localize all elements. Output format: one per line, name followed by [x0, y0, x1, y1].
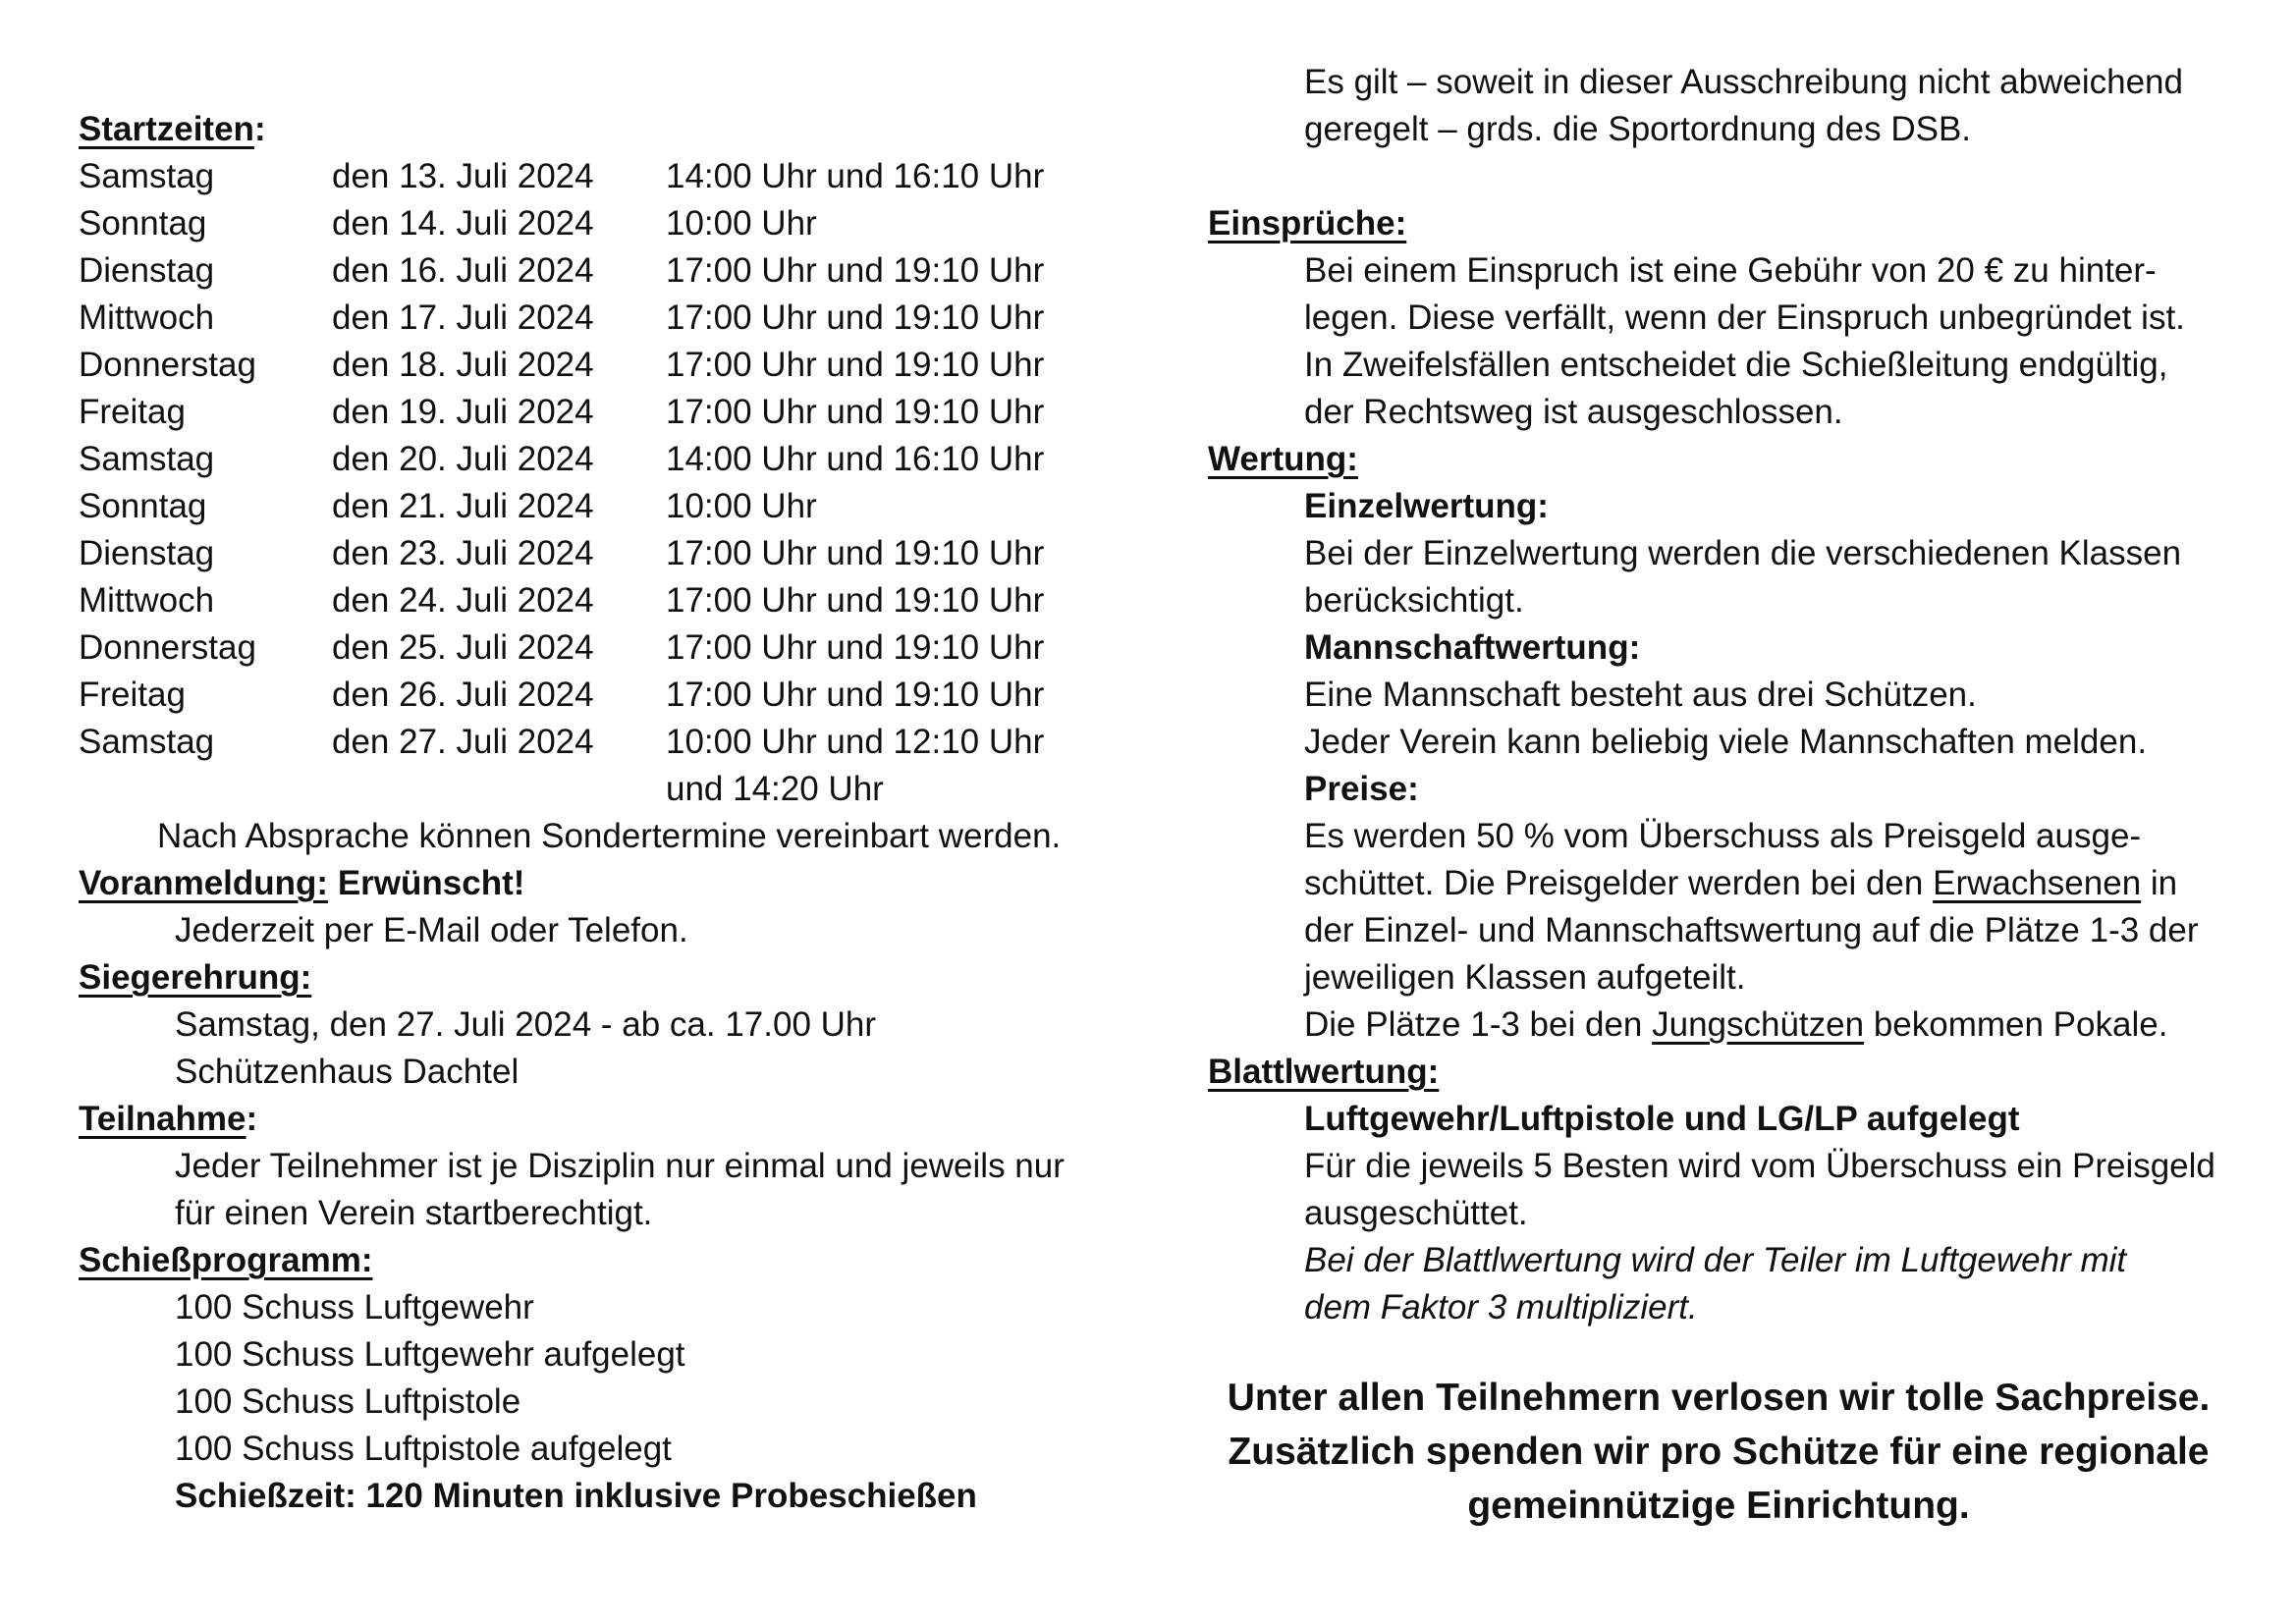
siegerehrung-heading: Siegerehrung: [79, 958, 312, 997]
einzelwertung-text: Bei der Einzelwertung werden die verschiedenen Klassen [1304, 534, 2182, 572]
wertung-heading: Wertung: [1208, 440, 1358, 478]
schedule-day: Freitag [79, 393, 186, 431]
schedule-time: 17:00 Uhr und 19:10 Uhr [666, 628, 1045, 667]
schedule-time: 17:00 Uhr und 19:10 Uhr [666, 393, 1045, 431]
program-item: 100 Schuss Luftgewehr [175, 1288, 534, 1326]
schedule-day: Dienstag [79, 251, 215, 290]
schedule-time: 17:00 Uhr und 19:10 Uhr [666, 676, 1045, 714]
schedule-time: 17:00 Uhr und 19:10 Uhr [666, 346, 1045, 384]
schedule-date: den 27. Juli 2024 [332, 723, 594, 761]
schedule-date: den 26. Juli 2024 [332, 676, 594, 714]
program-item: 100 Schuss Luftpistole [175, 1382, 521, 1421]
voranmeldung-heading: Voranmeldung: [79, 864, 329, 902]
einsprueche-text: Bei einem Einspruch ist eine Gebühr von 20 € zu hinter- [1304, 251, 2157, 290]
einsprueche-heading: Einsprüche: [1208, 204, 1407, 243]
blattlwertung-text: Für die jeweils 5 Besten wird vom Überschuss ein Preisgeld [1304, 1147, 2215, 1185]
schedule-date: den 20. Juli 2024 [332, 440, 594, 478]
mannschaftwertung-text: Eine Mannschaft besteht aus drei Schützen. [1304, 676, 1977, 714]
closing-statement [1129, 1371, 2296, 1533]
schedule-day: Dienstag [79, 534, 215, 572]
schedule-day: Samstag [79, 723, 215, 761]
schedule-date: den 16. Juli 2024 [332, 251, 594, 290]
schedule-time: und 14:20 Uhr [666, 770, 884, 808]
schedule-note: Nach Absprache können Sondertermine vereinbart werden. [157, 817, 1062, 855]
schedule-time: 14:00 Uhr und 16:10 Uhr [666, 440, 1045, 478]
preise-text: jeweiligen Klassen aufgeteilt. [1304, 958, 1746, 997]
startzeiten-heading: Startzeiten [79, 110, 254, 148]
preise-heading: Preise: [1304, 770, 1419, 808]
schedule-day: Mittwoch [79, 298, 215, 337]
voranmeldung-value: Erwünscht! [337, 864, 525, 902]
erwachsenen-underlined: Erwachsenen [1933, 864, 2142, 902]
preise-text: Die Plätze 1-3 bei den Jungschützen bekommen Pokale. [1304, 1005, 2168, 1044]
schedule-time: 10:00 Uhr [666, 204, 817, 243]
jungschuetzen-underlined: Jungschützen [1652, 1005, 1865, 1044]
schedule-day: Sonntag [79, 204, 207, 243]
closing-line: Zusätzlich spenden wir pro Schütze für eine regionale [1228, 1431, 2210, 1473]
schedule-date: den 18. Juli 2024 [332, 346, 594, 384]
preise-text: schüttet. Die Preisgelder werden bei den Erwachsenen in [1304, 864, 2178, 902]
schedule-day: Sonntag [79, 487, 207, 525]
einsprueche-text: der Rechtsweg ist ausgeschlossen. [1304, 393, 1843, 431]
teilnahme-text-2: für einen Verein startberechtigt. [175, 1194, 653, 1232]
schedule-date: den 17. Juli 2024 [332, 298, 594, 337]
schedule-day: Samstag [79, 157, 215, 195]
schedule-date: den 19. Juli 2024 [332, 393, 594, 431]
schedule-time: 10:00 Uhr und 12:10 Uhr [666, 723, 1045, 761]
schedule-day: Donnerstag [79, 346, 256, 384]
schedule-date: den 23. Juli 2024 [332, 534, 594, 572]
schedule-time: 17:00 Uhr und 19:10 Uhr [666, 298, 1045, 337]
schedule-time: 10:00 Uhr [666, 487, 817, 525]
voranmeldung-line [79, 860, 524, 907]
voranmeldung-text: Jederzeit per E-Mail oder Telefon. [175, 911, 688, 949]
closing-line: gemeinnützige Einrichtung. [1467, 1485, 1970, 1527]
section-heading-startzeiten: Startzeiten: [79, 110, 266, 148]
schedule-day: Samstag [79, 440, 215, 478]
schedule-date: den 13. Juli 2024 [332, 157, 594, 195]
einsprueche-text: legen. Diese verfällt, wenn der Einspruch unbegründet ist. [1304, 298, 2185, 337]
intro-line-1: Es gilt – soweit in dieser Ausschreibung nicht abweichend [1304, 63, 2183, 101]
siegerehrung-location: Schützenhaus Dachtel [175, 1053, 519, 1091]
blattlwertung-text: ausgeschüttet. [1304, 1194, 1528, 1232]
teilnahme-line: Teilnahme: [79, 1100, 258, 1138]
einsprueche-text: In Zweifelsfällen entscheidet die Schießleitung endgültig, [1304, 346, 2168, 384]
schedule-day: Mittwoch [79, 581, 215, 620]
schedule-day: Freitag [79, 676, 186, 714]
blattlwertung-heading: Blattlwertung: [1208, 1053, 1440, 1091]
schiesszeit: Schießzeit: 120 Minuten inklusive Probeschießen [175, 1477, 977, 1515]
intro-line-2: geregelt – grds. die Sportordnung des DSB. [1304, 110, 1972, 148]
schedule-date: den 24. Juli 2024 [332, 581, 594, 620]
teilnahme-heading: Teilnahme [79, 1100, 246, 1138]
teilnahme-text-1: Jeder Teilnehmer ist je Disziplin nur einmal und jeweils nur [175, 1147, 1065, 1185]
schedule-time: 17:00 Uhr und 19:10 Uhr [666, 251, 1045, 290]
schedule-date: den 14. Juli 2024 [332, 204, 594, 243]
blattlwertung-italic: Bei der Blattlwertung wird der Teiler im Luftgewehr mit [1304, 1241, 2127, 1279]
preise-text: der Einzel- und Mannschaftswertung auf die Plätze 1-3 der [1304, 911, 2199, 949]
mannschaftwertung-heading: Mannschaftwertung: [1304, 628, 1641, 667]
blattlwertung-italic: dem Faktor 3 multipliziert. [1304, 1288, 1698, 1326]
schedule-day: Donnerstag [79, 628, 256, 667]
program-item: 100 Schuss Luftgewehr aufgelegt [175, 1335, 685, 1374]
schedule-date: den 25. Juli 2024 [332, 628, 594, 667]
einzelwertung-heading: Einzelwertung: [1304, 487, 1549, 525]
schedule-time: 14:00 Uhr und 16:10 Uhr [666, 157, 1045, 195]
mannschaftwertung-text: Jeder Verein kann beliebig viele Mannschaften melden. [1304, 723, 2148, 761]
schedule-time: 17:00 Uhr und 19:10 Uhr [666, 581, 1045, 620]
program-item: 100 Schuss Luftpistole aufgelegt [175, 1430, 672, 1468]
schiessprogramm-heading: Schießprogramm: [79, 1241, 373, 1279]
einzelwertung-text: berücksichtigt. [1304, 581, 1524, 620]
blattlwertung-subheading: Luftgewehr/Luftpistole und LG/LP aufgelegt [1304, 1100, 2020, 1138]
preise-text: Es werden 50 % vom Überschuss als Preisgeld ausge- [1304, 817, 2142, 855]
siegerehrung-date: Samstag, den 27. Juli 2024 - ab ca. 17.00 Uhr [175, 1005, 877, 1044]
closing-line: Unter allen Teilnehmern verlosen wir tolle Sachpreise. [1227, 1377, 2211, 1419]
schedule-date: den 21. Juli 2024 [332, 487, 594, 525]
schedule-time: 17:00 Uhr und 19:10 Uhr [666, 534, 1045, 572]
